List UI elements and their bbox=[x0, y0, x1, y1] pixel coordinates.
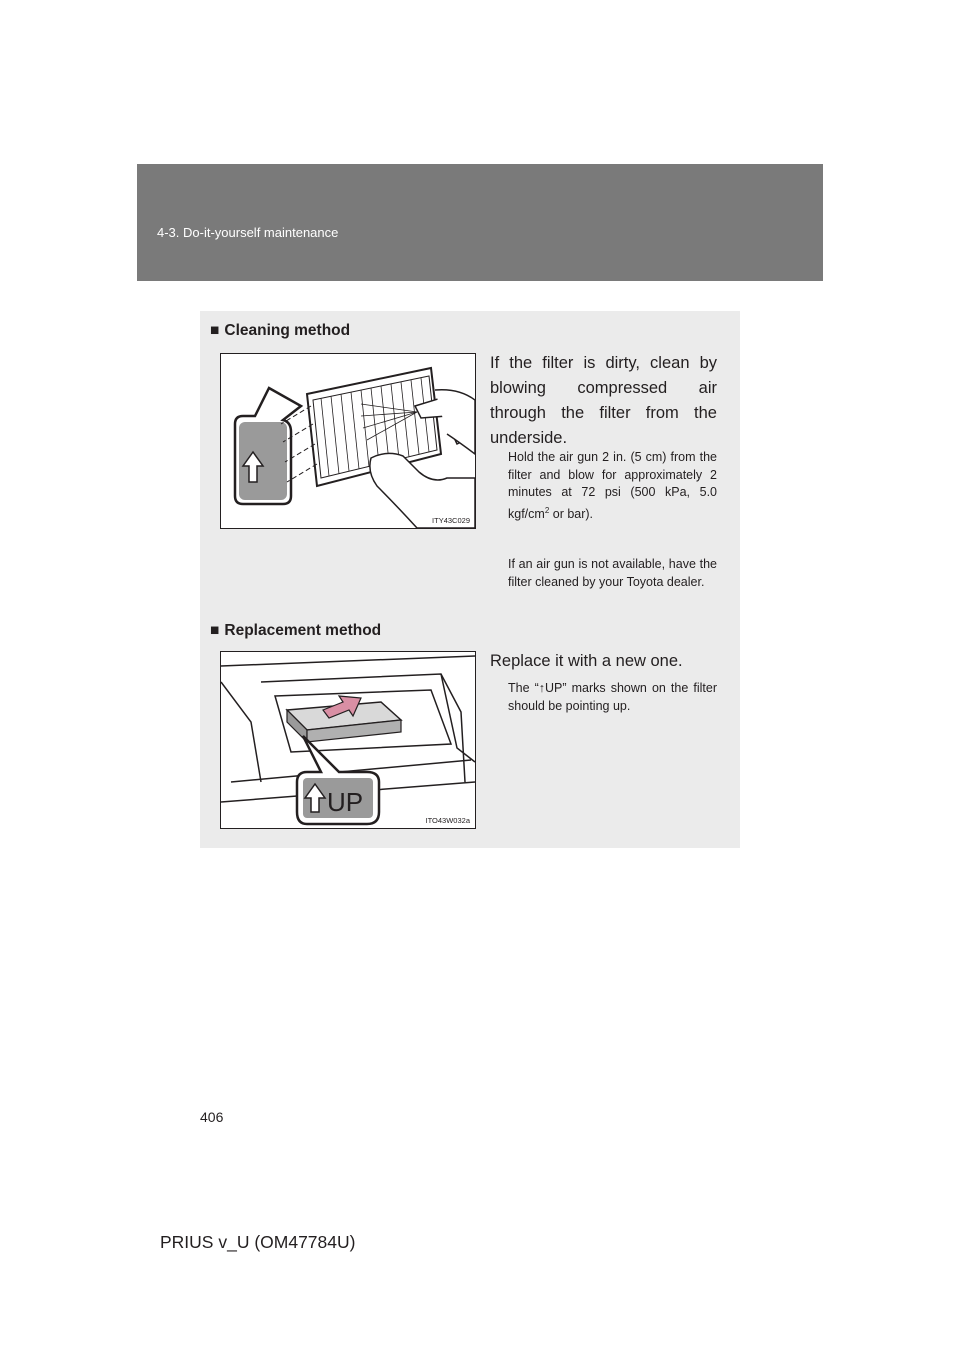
cleaning-note-air-gun: Hold the air gun 2 in. (5 cm) from the filter and blow for approximately 2 minutes at 72 psi (500 kPa, 5.0 kgf/$cm^2$ or bar). bbox=[508, 450, 717, 521]
cleaning-heading-text: Cleaning method bbox=[224, 322, 351, 339]
page-number: 406 bbox=[200, 1109, 224, 1125]
square-bullet-icon: ■ bbox=[210, 322, 220, 339]
cleaning-note-dealer: If an air gun is not available, have the filter cleaned by your Toyota dealer. bbox=[508, 557, 717, 589]
up-arrow-icon: ↑ bbox=[538, 681, 546, 695]
illustration-code: ITY43C029 bbox=[432, 516, 470, 525]
cleaning-method-heading bbox=[210, 322, 350, 340]
illustration-code: ITO43W032a bbox=[425, 816, 470, 825]
replacement-heading-text: Replacement method bbox=[224, 622, 382, 639]
footer-model: PRIUS v_U (OM47784U) bbox=[160, 1232, 356, 1252]
replacement-main-text: Replace it with a new one. bbox=[490, 652, 683, 670]
air-gun-filter-drawing bbox=[221, 354, 475, 528]
up-mark-label: UP bbox=[327, 787, 364, 817]
replacement-illustration bbox=[220, 651, 476, 829]
cleaning-main-text: If the filter is dirty, clean by blowing compressed air through the filter from the underside. bbox=[490, 354, 717, 447]
replacement-method-heading bbox=[210, 622, 381, 640]
info-panel bbox=[200, 311, 740, 848]
section-title: 4-3. Do-it-yourself maintenance bbox=[157, 225, 339, 240]
replacement-note: The “↑UP” marks shown on the filter should be pointing up. bbox=[508, 681, 717, 713]
section-header-bar bbox=[137, 164, 823, 281]
cleaning-illustration bbox=[220, 353, 476, 529]
filter-install-drawing bbox=[221, 652, 475, 828]
square-bullet-icon: ■ bbox=[210, 622, 220, 639]
